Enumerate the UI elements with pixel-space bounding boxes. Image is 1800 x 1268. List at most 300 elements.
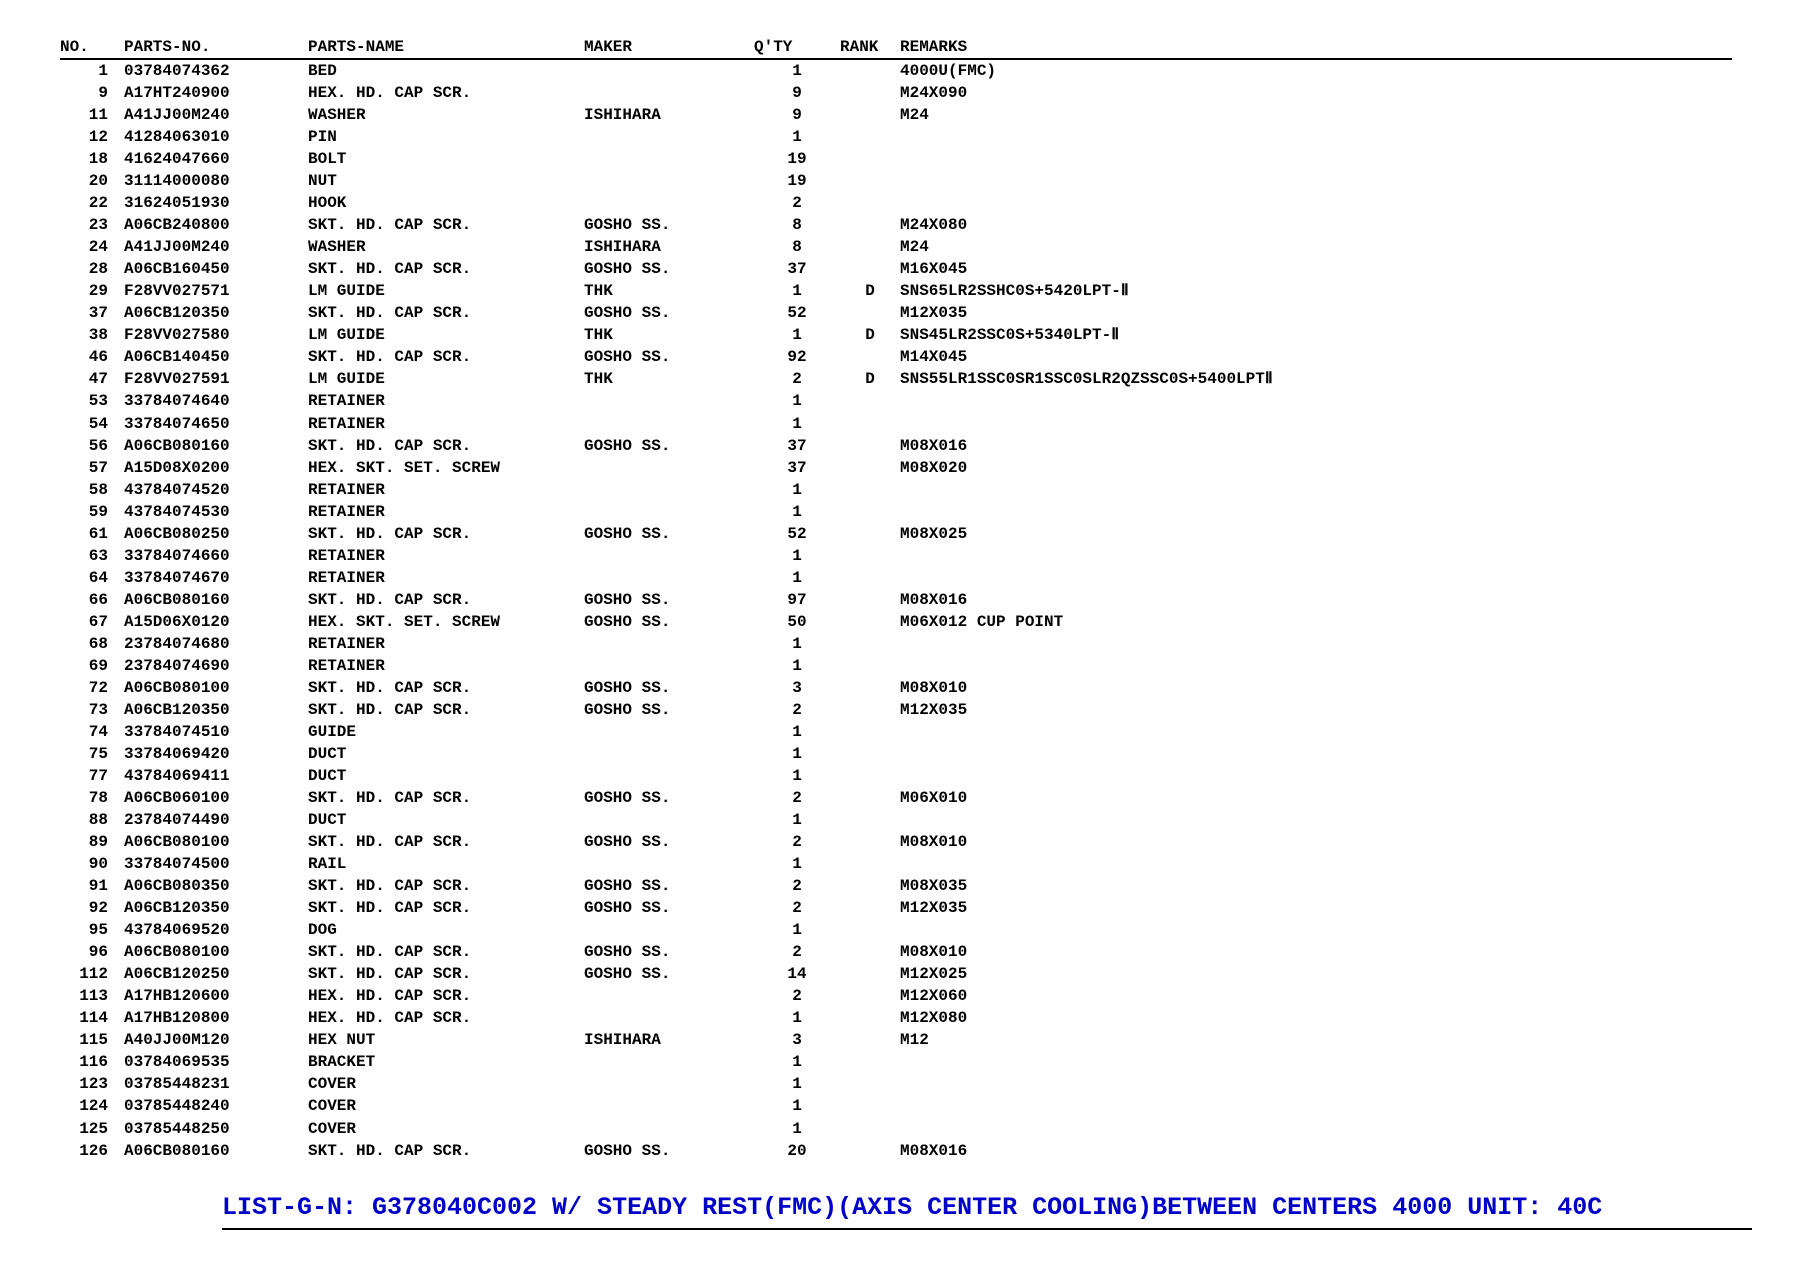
- cell-parts-no: 03784069535: [124, 1053, 230, 1072]
- cell-qty: 52: [787, 524, 807, 543]
- cell-no: 90: [88, 855, 108, 874]
- cell-rank: [840, 346, 900, 368]
- cell-remarks: [900, 192, 1732, 214]
- cell-parts-no: 03784074362: [124, 62, 230, 81]
- cell-qty: 1: [792, 546, 802, 565]
- header-maker: MAKER: [584, 36, 754, 59]
- cell-remarks: [900, 390, 1732, 412]
- cell-qty: 2: [792, 833, 802, 852]
- cell-maker: GOSHO SS.: [584, 877, 671, 896]
- cell-parts-no: A41JJ00M240: [124, 238, 230, 257]
- cell-no: 112: [79, 965, 108, 984]
- cell-parts-name: HEX. HD. CAP SCR.: [308, 987, 472, 1006]
- cell-rank: [840, 809, 900, 831]
- cell-rank: [840, 677, 900, 699]
- table-row: [60, 346, 1732, 368]
- cell-no: 57: [88, 458, 108, 477]
- cell-remarks: [900, 567, 1732, 589]
- cell-parts-no: A06CB080100: [124, 678, 230, 697]
- cell-qty: 2: [792, 789, 802, 808]
- cell-maker: [584, 545, 754, 567]
- cell-no: 91: [88, 877, 108, 896]
- cell-remarks: [900, 1073, 1732, 1095]
- cell-remarks: M12X080: [900, 1009, 968, 1028]
- cell-qty: 8: [792, 238, 802, 257]
- cell-parts-name: SKT. HD. CAP SCR.: [308, 1141, 472, 1160]
- cell-maker: [584, 655, 754, 677]
- cell-parts-name: HOOK: [308, 194, 347, 213]
- cell-no: 61: [88, 524, 108, 543]
- cell-parts-no: A06CB060100: [124, 789, 230, 808]
- cell-parts-no: A06CB120350: [124, 304, 230, 323]
- table-row: [60, 699, 1732, 721]
- table-row: [60, 743, 1732, 765]
- table-row: [60, 302, 1732, 324]
- cell-parts-no: A17HT240900: [124, 84, 230, 103]
- cell-rank: [840, 853, 900, 875]
- table-row: [60, 457, 1732, 479]
- cell-maker: [584, 809, 754, 831]
- cell-maker: [584, 1073, 754, 1095]
- cell-rank: D: [865, 370, 875, 389]
- cell-parts-no: A06CB080350: [124, 877, 230, 896]
- cell-remarks: M08X025: [900, 524, 968, 543]
- cell-parts-name: DUCT: [308, 744, 347, 763]
- cell-remarks: [900, 633, 1732, 655]
- cell-remarks: M24X080: [900, 216, 968, 235]
- cell-rank: [840, 214, 900, 236]
- cell-maker: GOSHO SS.: [584, 678, 671, 697]
- cell-parts-name: COVER: [308, 1075, 357, 1094]
- cell-parts-name: SKT. HD. CAP SCR.: [308, 524, 472, 543]
- cell-parts-name: LM GUIDE: [308, 282, 385, 301]
- cell-qty: 1: [792, 634, 802, 653]
- table-row: [60, 633, 1732, 655]
- cell-parts-name: RETAINER: [308, 546, 385, 565]
- cell-remarks: M14X045: [900, 348, 968, 367]
- cell-qty: 1: [792, 722, 802, 741]
- cell-remarks: [900, 809, 1732, 831]
- table-row: [60, 1007, 1732, 1029]
- cell-no: 114: [79, 1009, 108, 1028]
- cell-maker: GOSHO SS.: [584, 965, 671, 984]
- cell-remarks: M08X016: [900, 1141, 968, 1160]
- cell-rank: [840, 390, 900, 412]
- cell-qty: 1: [792, 1075, 802, 1094]
- cell-qty: 1: [792, 921, 802, 940]
- cell-maker: GOSHO SS.: [584, 216, 671, 235]
- cell-maker: GOSHO SS.: [584, 1141, 671, 1160]
- cell-no: 126: [79, 1141, 108, 1160]
- cell-qty: 9: [792, 106, 802, 125]
- cell-maker: [584, 126, 754, 148]
- cell-no: 116: [79, 1053, 108, 1072]
- cell-remarks: [900, 721, 1732, 743]
- cell-no: 66: [88, 590, 108, 609]
- cell-remarks: M08X010: [900, 678, 968, 697]
- cell-rank: [840, 479, 900, 501]
- cell-remarks: M08X020: [900, 458, 968, 477]
- cell-no: 89: [88, 833, 108, 852]
- cell-maker: GOSHO SS.: [584, 612, 671, 631]
- cell-qty: 19: [787, 172, 807, 191]
- table-row: [60, 567, 1732, 589]
- cell-rank: [840, 1095, 900, 1117]
- cell-no: 77: [88, 767, 108, 786]
- table-row: [60, 853, 1732, 875]
- table-row: [60, 1051, 1732, 1073]
- cell-no: 12: [88, 128, 108, 147]
- cell-parts-no: 23784074680: [124, 634, 230, 653]
- cell-parts-no: A06CB120350: [124, 700, 230, 719]
- cell-rank: [840, 787, 900, 809]
- cell-maker: GOSHO SS.: [584, 436, 671, 455]
- cell-qty: 37: [787, 436, 807, 455]
- cell-no: 11: [88, 106, 108, 125]
- cell-parts-no: 33784074650: [124, 414, 230, 433]
- cell-remarks: [900, 413, 1732, 435]
- cell-qty: 3: [792, 678, 802, 697]
- cell-qty: 19: [787, 150, 807, 169]
- cell-rank: [840, 413, 900, 435]
- cell-remarks: M08X010: [900, 833, 968, 852]
- cell-no: 73: [88, 700, 108, 719]
- table-row: [60, 809, 1732, 831]
- cell-parts-no: 31114000080: [124, 172, 230, 191]
- cell-parts-name: RETAINER: [308, 656, 385, 675]
- cell-qty: 1: [792, 62, 802, 81]
- cell-rank: [840, 170, 900, 192]
- cell-no: 58: [88, 480, 108, 499]
- cell-remarks: [900, 1095, 1732, 1117]
- cell-no: 75: [88, 744, 108, 763]
- list-footer-title: LIST-G-N: G378040C002 W/ STEADY REST(FMC)(AXIS CENTER COOLING)BETWEEN CENTERS 4000 UNIT: 40C: [222, 1193, 1752, 1230]
- cell-remarks: M08X016: [900, 436, 968, 455]
- table-row: [60, 611, 1732, 633]
- cell-parts-name: BED: [308, 62, 337, 81]
- cell-remarks: [900, 545, 1732, 567]
- cell-remarks: [900, 126, 1732, 148]
- table-row: [60, 941, 1732, 963]
- cell-remarks: M08X035: [900, 877, 968, 896]
- cell-parts-name: HEX. SKT. SET. SCREW: [308, 458, 501, 477]
- table-row: [60, 787, 1732, 809]
- cell-parts-no: A06CB080100: [124, 833, 230, 852]
- cell-maker: [584, 765, 754, 787]
- cell-maker: GOSHO SS.: [584, 899, 671, 918]
- table-row: [60, 765, 1732, 787]
- cell-rank: [840, 104, 900, 126]
- cell-no: 95: [88, 921, 108, 940]
- cell-no: 22: [88, 194, 108, 213]
- cell-rank: [840, 126, 900, 148]
- cell-parts-no: 03785448231: [124, 1075, 230, 1094]
- cell-qty: 1: [792, 855, 802, 874]
- cell-remarks: [900, 479, 1732, 501]
- cell-parts-name: SKT. HD. CAP SCR.: [308, 590, 472, 609]
- cell-rank: [840, 567, 900, 589]
- cell-remarks: M16X045: [900, 260, 968, 279]
- cell-maker: [584, 82, 754, 104]
- cell-parts-name: BOLT: [308, 150, 347, 169]
- cell-parts-no: F28VV027580: [124, 326, 230, 345]
- cell-qty: 1: [792, 1119, 802, 1138]
- header-parts-no: PARTS-NO.: [124, 36, 308, 59]
- table-row: [60, 435, 1732, 457]
- cell-parts-no: A06CB240800: [124, 216, 230, 235]
- header-rank: RANK: [840, 36, 900, 59]
- cell-no: 59: [88, 502, 108, 521]
- cell-remarks: M24X090: [900, 84, 968, 103]
- cell-parts-no: 03785448250: [124, 1119, 230, 1138]
- cell-parts-name: NUT: [308, 172, 337, 191]
- cell-no: 23: [88, 216, 108, 235]
- cell-rank: [840, 963, 900, 985]
- table-row: [60, 390, 1732, 412]
- cell-no: 125: [79, 1119, 108, 1138]
- cell-no: 56: [88, 436, 108, 455]
- cell-maker: [584, 1051, 754, 1073]
- cell-maker: GOSHO SS.: [584, 348, 671, 367]
- cell-maker: ISHIHARA: [584, 106, 661, 125]
- cell-remarks: [900, 765, 1732, 787]
- cell-parts-no: 33784074500: [124, 855, 230, 874]
- cell-qty: 1: [792, 767, 802, 786]
- cell-parts-name: RETAINER: [308, 568, 385, 587]
- cell-parts-name: SKT. HD. CAP SCR.: [308, 436, 472, 455]
- cell-maker: [584, 853, 754, 875]
- cell-rank: [840, 985, 900, 1007]
- cell-remarks: [900, 501, 1732, 523]
- cell-qty: 2: [792, 194, 802, 213]
- cell-parts-no: 23784074690: [124, 656, 230, 675]
- cell-qty: 1: [792, 1009, 802, 1028]
- parts-list-table: [60, 36, 1732, 1162]
- cell-maker: ISHIHARA: [584, 238, 661, 257]
- cell-no: 113: [79, 987, 108, 1006]
- cell-maker: [584, 170, 754, 192]
- cell-parts-name: WASHER: [308, 106, 366, 125]
- cell-remarks: M06X012 CUP POINT: [900, 612, 1064, 631]
- cell-parts-name: RETAINER: [308, 414, 385, 433]
- cell-no: 68: [88, 634, 108, 653]
- cell-remarks: [900, 919, 1732, 941]
- cell-remarks: M12: [900, 1031, 929, 1050]
- cell-remarks: [900, 170, 1732, 192]
- cell-parts-no: A41JJ00M240: [124, 106, 230, 125]
- cell-qty: 50: [787, 612, 807, 631]
- cell-qty: 1: [792, 1053, 802, 1072]
- cell-rank: [840, 457, 900, 479]
- table-row: [60, 523, 1732, 545]
- cell-parts-name: DUCT: [308, 767, 347, 786]
- cell-maker: [584, 743, 754, 765]
- cell-parts-name: COVER: [308, 1119, 357, 1138]
- table-row: [60, 1095, 1732, 1117]
- cell-parts-name: BRACKET: [308, 1053, 376, 1072]
- cell-parts-no: A17HB120800: [124, 1009, 230, 1028]
- cell-rank: [840, 919, 900, 941]
- cell-maker: THK: [584, 326, 613, 345]
- cell-qty: 1: [792, 128, 802, 147]
- cell-qty: 37: [787, 458, 807, 477]
- table-row: [60, 589, 1732, 611]
- cell-no: 18: [88, 150, 108, 169]
- cell-qty: 3: [792, 1031, 802, 1050]
- cell-parts-no: A06CB080160: [124, 590, 230, 609]
- cell-no: 38: [88, 326, 108, 345]
- cell-remarks: M12X035: [900, 304, 968, 323]
- header-qty: Q'TY: [754, 36, 840, 59]
- cell-no: 64: [88, 568, 108, 587]
- cell-parts-no: 43784074520: [124, 480, 230, 499]
- cell-maker: GOSHO SS.: [584, 524, 671, 543]
- cell-rank: [840, 1007, 900, 1029]
- cell-qty: 1: [792, 480, 802, 499]
- cell-parts-name: RAIL: [308, 855, 347, 874]
- cell-parts-no: 33784069420: [124, 744, 230, 763]
- cell-parts-name: HEX. HD. CAP SCR.: [308, 1009, 472, 1028]
- cell-no: 47: [88, 370, 108, 389]
- header-parts-name: PARTS-NAME: [308, 36, 584, 59]
- table-row: [60, 721, 1732, 743]
- table-row: [60, 214, 1732, 236]
- cell-maker: [584, 1007, 754, 1029]
- cell-no: 72: [88, 678, 108, 697]
- cell-qty: 1: [792, 414, 802, 433]
- cell-qty: 1: [792, 326, 802, 345]
- header-no: NO.: [60, 36, 124, 59]
- cell-rank: [840, 633, 900, 655]
- cell-qty: 2: [792, 987, 802, 1006]
- cell-rank: [840, 148, 900, 170]
- cell-remarks: M24: [900, 238, 929, 257]
- table-row: [60, 324, 1732, 346]
- cell-parts-name: SKT. HD. CAP SCR.: [308, 833, 472, 852]
- table-row: [60, 148, 1732, 170]
- cell-maker: [584, 1095, 754, 1117]
- cell-parts-no: A15D08X0200: [124, 458, 230, 477]
- cell-parts-no: F28VV027571: [124, 282, 230, 301]
- table-row: [60, 236, 1732, 258]
- table-row: [60, 875, 1732, 897]
- cell-remarks: M06X010: [900, 789, 968, 808]
- cell-qty: 1: [792, 568, 802, 587]
- table-row: [60, 897, 1732, 919]
- table-row: [60, 1140, 1732, 1162]
- cell-no: 124: [79, 1097, 108, 1116]
- cell-maker: GOSHO SS.: [584, 789, 671, 808]
- cell-maker: [584, 413, 754, 435]
- cell-maker: [584, 985, 754, 1007]
- cell-parts-no: 33784074510: [124, 722, 230, 741]
- cell-no: 29: [88, 282, 108, 301]
- cell-parts-name: RETAINER: [308, 634, 385, 653]
- table-row: [60, 59, 1732, 82]
- cell-maker: [584, 457, 754, 479]
- cell-no: 63: [88, 546, 108, 565]
- cell-remarks: [900, 1051, 1732, 1073]
- table-row: [60, 258, 1732, 280]
- cell-no: 20: [88, 172, 108, 191]
- table-header-row: [60, 36, 1732, 59]
- cell-parts-name: SKT. HD. CAP SCR.: [308, 678, 472, 697]
- cell-remarks: M12X035: [900, 700, 968, 719]
- cell-rank: [840, 875, 900, 897]
- cell-parts-name: RETAINER: [308, 502, 385, 521]
- cell-rank: [840, 545, 900, 567]
- cell-qty: 1: [792, 282, 802, 301]
- cell-no: 9: [98, 84, 108, 103]
- cell-parts-name: WASHER: [308, 238, 366, 257]
- cell-qty: 52: [787, 304, 807, 323]
- cell-qty: 20: [787, 1141, 807, 1160]
- table-row: [60, 963, 1732, 985]
- cell-parts-name: SKT. HD. CAP SCR.: [308, 700, 472, 719]
- cell-remarks: M08X010: [900, 943, 968, 962]
- cell-parts-name: SKT. HD. CAP SCR.: [308, 789, 472, 808]
- cell-qty: 8: [792, 216, 802, 235]
- cell-maker: [584, 390, 754, 412]
- cell-parts-name: SKT. HD. CAP SCR.: [308, 216, 472, 235]
- table-row: [60, 501, 1732, 523]
- cell-no: 1: [98, 62, 108, 81]
- cell-parts-no: A15D06X0120: [124, 612, 230, 631]
- cell-rank: [840, 1073, 900, 1095]
- cell-rank: [840, 941, 900, 963]
- cell-qty: 1: [792, 744, 802, 763]
- cell-parts-name: RETAINER: [308, 480, 385, 499]
- cell-maker: [584, 59, 754, 82]
- table-row: [60, 1073, 1732, 1095]
- table-row: [60, 280, 1732, 302]
- cell-rank: [840, 501, 900, 523]
- cell-rank: [840, 699, 900, 721]
- cell-remarks: M12X060: [900, 987, 968, 1006]
- table-row: [60, 1118, 1732, 1140]
- cell-maker: [584, 501, 754, 523]
- cell-no: 78: [88, 789, 108, 808]
- cell-qty: 2: [792, 700, 802, 719]
- cell-rank: [840, 897, 900, 919]
- cell-qty: 14: [787, 965, 807, 984]
- cell-rank: [840, 1140, 900, 1162]
- cell-remarks: M12X035: [900, 899, 968, 918]
- cell-qty: 97: [787, 590, 807, 609]
- cell-no: 88: [88, 811, 108, 830]
- cell-parts-name: LM GUIDE: [308, 326, 385, 345]
- table-row: [60, 677, 1732, 699]
- cell-qty: 1: [792, 1097, 802, 1116]
- cell-maker: ISHIHARA: [584, 1031, 661, 1050]
- cell-parts-no: 33784074640: [124, 392, 230, 411]
- table-row: [60, 104, 1732, 126]
- cell-remarks: SNS65LR2SSHC0S+5420LPT-Ⅱ: [900, 282, 1129, 301]
- cell-rank: D: [865, 282, 875, 301]
- cell-parts-name: LM GUIDE: [308, 370, 385, 389]
- cell-parts-no: 41284063010: [124, 128, 230, 147]
- cell-no: 69: [88, 656, 108, 675]
- cell-rank: [840, 1051, 900, 1073]
- cell-no: 46: [88, 348, 108, 367]
- cell-no: 67: [88, 612, 108, 631]
- cell-maker: GOSHO SS.: [584, 943, 671, 962]
- cell-rank: [840, 192, 900, 214]
- cell-rank: [840, 82, 900, 104]
- cell-parts-name: SKT. HD. CAP SCR.: [308, 348, 472, 367]
- cell-maker: [584, 633, 754, 655]
- cell-remarks: M24: [900, 106, 929, 125]
